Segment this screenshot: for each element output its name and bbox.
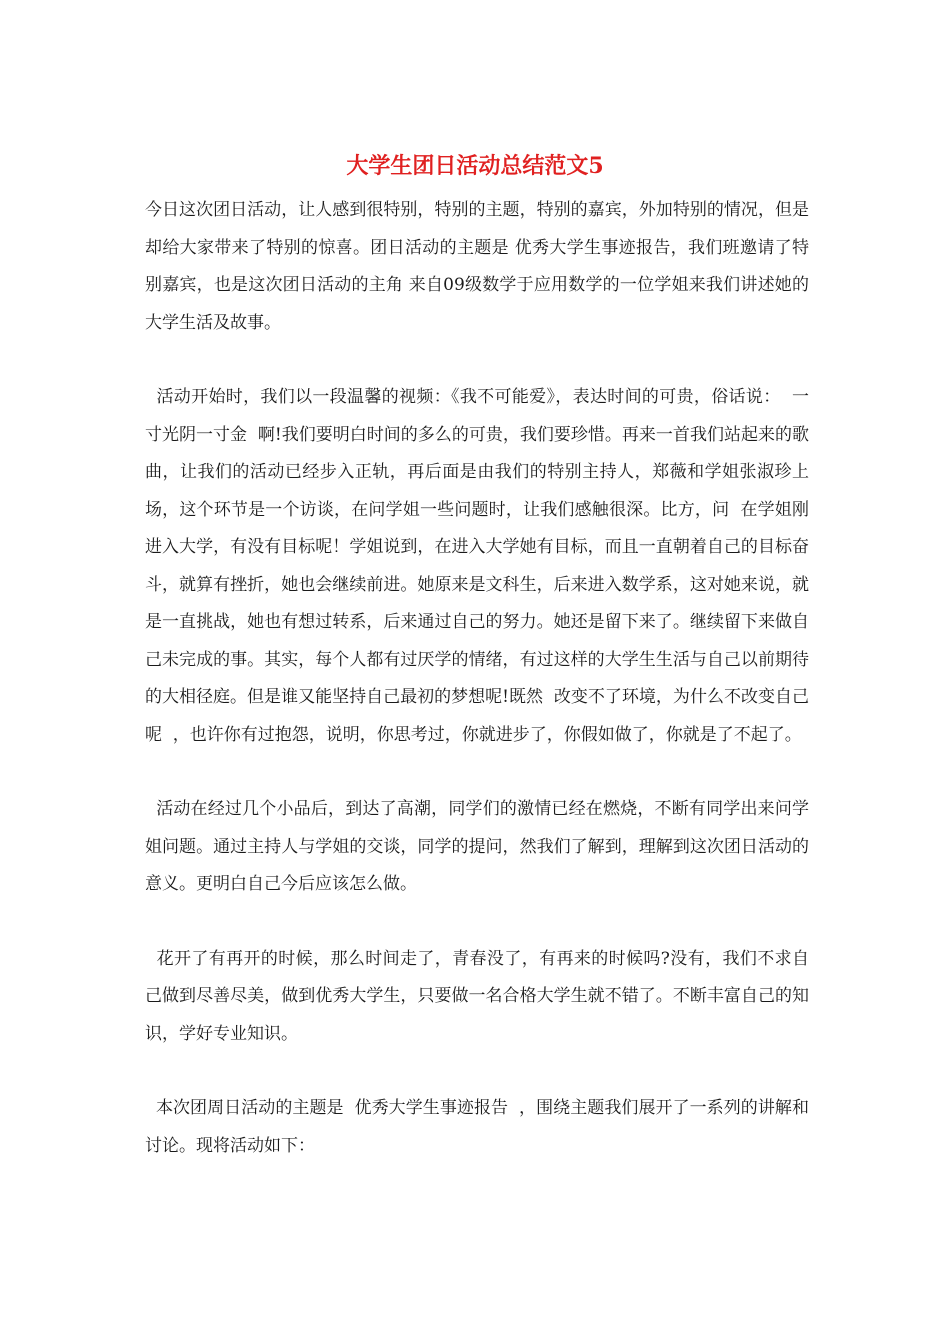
document-title: 大学生团日活动总结范文5 bbox=[346, 153, 604, 179]
paragraph: 活动在经过几个小品后，到达了高潮，同学们的激情已经在燃烧，不断有同学出来问学姐问题。通过主持人与学姐的交谈，同学的提问，然我们了解到，理解到这次团日活动的意义。更明白自己今后应该怎么做。 bbox=[145, 799, 810, 894]
paragraph: 活动开始时，我们以一段温馨的视频：《我不可能爱》，表达时间的可贵，俗话说： 一寸光阴一寸金 啊!我们要明白时间的多么的可贵，我们要珍惜。再来一首我们站起来的歌曲，让我们的活动已经步入正轨，再后面是由我们的特别主持人，郑薇和学姐张淑珍上场，这个环节是一个访谈，在问学姐一些问题时，让我们感触很深。比方，问 在学姐刚进入大学，有没有目标呢！学姐说到，在进入大学她有目标，而且一直朝着自己的目标奋斗，就算有挫折，她也会继续前进。她原来是文科生，后来进入数学系，这对她来说，就是一直挑战，她也有想过转系，后来通过自己的努力。她还是留下来了。继续留下来做自己未完成的事。其实，每个人都有过厌学的情绪，有过这样的大学生生活与自己以前期待的大相径庭。但是谁又能坚持自己最初的梦想呢!既然 改变不了环境，为什么不改变自己呢 ，也许你有过抱怨，说明，你思考过，你就进步了，你假如做了，你就是了不起了。 bbox=[145, 387, 809, 745]
paragraph: 花开了有再开的时候，那么时间走了，青春没了，有再来的时候吗?没有，我们不求自己做到尽善尽美，做到优秀大学生，只要做一名合格大学生就不错了。不断丰富自己的知识，学好专业知识。 bbox=[145, 948, 809, 1044]
paragraph: 本次团周日活动的主题是 优秀大学生事迹报告 ，围绕主题我们展开了一系列的讲解和讨论。现将活动如下： bbox=[145, 1098, 809, 1156]
document-body bbox=[145, 192, 809, 1165]
paragraph: 今日这次团日活动，让人感到很特别，特别的主题，特别的嘉宾，外加特别的情况，但是却给大家带来了特别的惊喜。团日活动的主题是 优秀大学生事迹报告，我们班邀请了特别嘉宾，也是这次团日活动的主角 来自09级数学于应用数学的一位学姐来我们讲述她的大学生活及故事。 bbox=[145, 200, 809, 333]
